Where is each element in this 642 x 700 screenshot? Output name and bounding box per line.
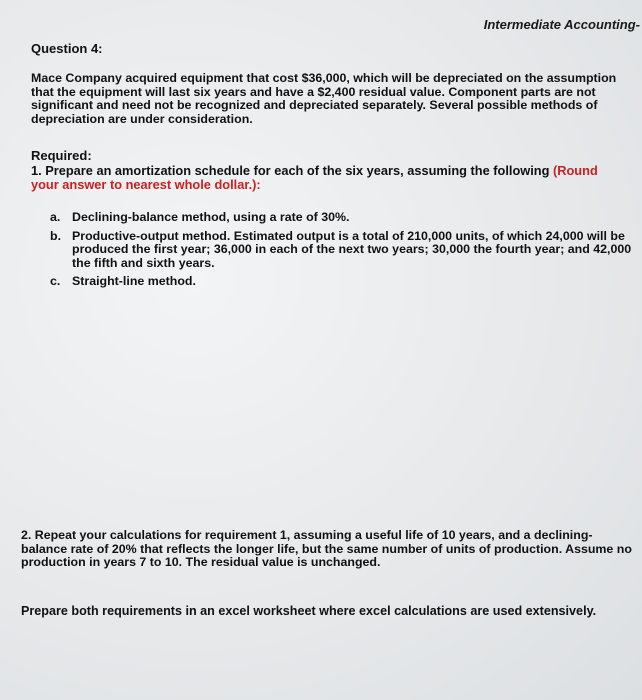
required-heading: Required:	[31, 148, 92, 163]
method-item-declining-balance	[50, 211, 640, 225]
method-item-productive-output	[50, 230, 640, 271]
method-item-straight-line	[50, 275, 640, 289]
rounding-instruction: (Round your answer to nearest whole dollar.):	[31, 163, 598, 192]
requirement-1	[31, 164, 621, 192]
list-marker: b.	[50, 228, 62, 243]
method-list	[50, 211, 640, 294]
requirement-1-text: 1. Prepare an amortization schedule for each of the six years, assuming the following	[31, 163, 550, 178]
list-item-text: Declining-balance method, using a rate of 30%.	[72, 210, 350, 224]
requirement-2: 2. Repeat your calculations for requirement 1, assuming a useful life of 10 years, and a declining-balance rate of 20% that reflects the longer life, but the same number of units of production. Assume no production in years 7 to 10. The residual value is unchanged.	[21, 528, 632, 569]
list-marker: c.	[50, 274, 61, 288]
question-title: Question 4:	[31, 41, 103, 56]
question-intro: Mace Company acquired equipment that cost $36,000, which will be depreciated on the assumption that the equipment will last six years and have a $2,400 residual value. Component parts are not significant and need not be recognized and depreciated separately. Several possible methods of depreciation are under consideration.	[31, 71, 617, 126]
prepare-instruction: Prepare both requirements in an excel worksheet where excel calculations are used extensively.	[21, 604, 597, 618]
list-item-text: Productive-output method. Estimated output is a total of 210,000 units, of which 24,000 will be produced the first year; 36,000 in each of the next two years; 30,000 the fourth year; and 42,000 the fifth and sixth years.	[72, 228, 632, 270]
list-marker: a.	[50, 210, 61, 224]
list-item-text: Straight-line method.	[72, 274, 196, 288]
book-header: Intermediate Accounting-	[483, 17, 640, 32]
